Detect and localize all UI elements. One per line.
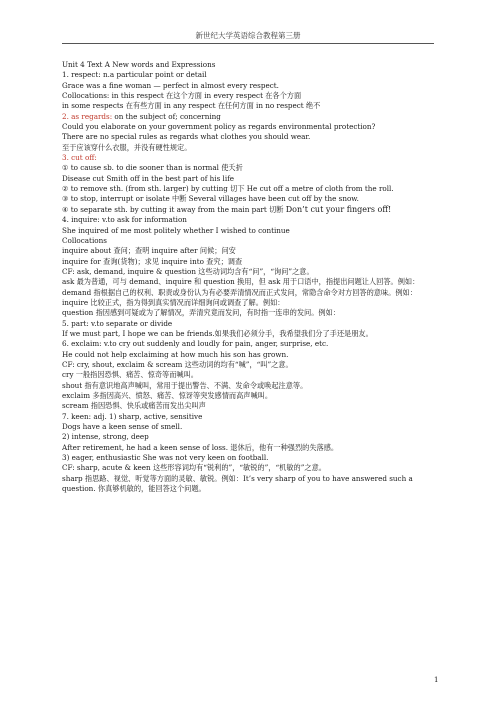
- text-line: inquire about 查问；查明 inquire after 问候；问安: [62, 246, 236, 256]
- header-rule: [62, 43, 434, 44]
- text-line: Grace was a fine woman — perfect in almost every respect.: [62, 80, 279, 90]
- text-line: ② to remove sth. (from sth. larger) by cutting 切下 He cut off a metre of cloth from the roll.: [62, 184, 394, 194]
- text-line: CF: sharp, acute & keen 这些形容词均有“锐利的”，“敏锐的”，“机敏的”之意。: [62, 463, 326, 473]
- text-line: ① to cause sb. to die sooner than is normal 使夭折: [62, 163, 243, 173]
- text-line: in some respects 在有些方面 in any respect 在任何方面 in no respect 绝不: [62, 101, 321, 111]
- text-line: exclaim 多指因高兴、愤怒、痛苦、惊讶等突发感情而高声喊叫。: [62, 391, 273, 400]
- text-line: ask 最为普通，可与 demand、inquire 和 question 换用，但 ask 用于口语中，指提出问题让人回答。例如：: [62, 277, 420, 287]
- text-line: shout 指有意识地高声喊叫，常用于提出警告、不满、发命令或唤起注意等。: [62, 380, 308, 390]
- text-line: There are no special rules as regards what clothes you should wear.: [62, 132, 311, 142]
- page-number: 1: [434, 676, 439, 684]
- text-line: cry 一般指因恐惧、痛苦、惊奇等而喊叫。: [62, 370, 198, 380]
- text-line: 7. keen: adj. 1) sharp, active, sensitive: [62, 411, 203, 421]
- text-line: Collocations: [62, 235, 107, 245]
- text-line: Collocations: in this respect 在这个方面 in every respect 在各个方面: [62, 91, 302, 101]
- text-line: question 指因感到可疑或为了解情况，弄清究竟而发问，有时指一连串的发问。例如：: [62, 308, 340, 318]
- text-line: 2) intense, strong, deep: [62, 432, 149, 442]
- text-line: scream 指因恐惧、快乐或痛苦而发出尖叫声: [62, 401, 206, 411]
- text-line: 1. respect: n.a particular point or detail: [62, 70, 207, 80]
- text-line: After retirement, he had a keen sense of loss. 退休后，他有一种强烈的失落感。: [62, 442, 339, 452]
- text-line: [62, 205, 434, 215]
- document-body: [62, 60, 434, 494]
- page-header: 新世纪大学英语综合教程第三册: [195, 31, 301, 40]
- example-sentence: Don’t cut your fingers off!: [285, 204, 392, 214]
- text-line: 3) eager, enthusiastic She was not very keen on football.: [62, 453, 269, 463]
- text-line: 6. exclaim: v.to cry out suddenly and loudly for pain, anger, surprise, etc.: [62, 339, 329, 349]
- text-line: 3. cut off:: [62, 153, 97, 163]
- text-line: He could not help exclaiming at how much his son has grown.: [62, 349, 289, 359]
- text-line: [62, 112, 434, 122]
- definition-text: on the subject of; concerning: [112, 111, 221, 121]
- text-line: 5. part: v.to separate or divide: [62, 318, 173, 328]
- text-line: 至于应该穿什么衣服，并没有硬性规定。: [62, 142, 192, 152]
- text-line: ③ to stop, interrupt or isolate 中断 Several villages have been cut off by the snow.: [62, 194, 359, 204]
- text-line: Unit 4 Text A New words and Expressions: [62, 60, 216, 69]
- text-line: demand 指根据自己的权利、职责或身份认为有必要弄清情况而正式发问，常隐含命令对方回答的意味。例如：: [62, 287, 417, 297]
- text-line: sharp 指思路、视觉、听觉等方面的灵敏、敏锐。例如：It’s very sharp of you to have answered such a question. 你真够机敏的，能回答这个问题。: [62, 473, 413, 494]
- text-line: inquire for 查询(货物)；求见 inquire into 查究；调查: [62, 256, 243, 266]
- text-line: Disease cut Smith off in the best part of his life: [62, 173, 235, 183]
- text-line: Dogs have a keen sense of smell.: [62, 422, 183, 432]
- text-line: If we must part, I hope we can be friends.如果我们必须分手，我希望我们分了手还是朋友。: [62, 328, 373, 338]
- text-line: CF: ask, demand, inquire & question 这些动词均含有“问”，“询问”之意。: [62, 266, 314, 276]
- text-line: CF: cry, shout, exclaim & scream 这些动词的均有“喊”，“叫”之意。: [62, 359, 293, 369]
- definition-text: ④ to separate sth. by cutting it away from the main part 切断: [62, 204, 286, 214]
- keyword-label: 2. as regards:: [62, 111, 113, 121]
- text-line: 4. inquire: v.to ask for information: [62, 215, 187, 225]
- text-line: inquire 比较正式，指为得到真实情况而详细询问或调查了解。例如：: [62, 297, 285, 307]
- text-line: She inquired of me most politely whether I wished to continue: [62, 225, 290, 235]
- text-line: Could you elaborate on your government policy as regards environmental protection?: [62, 122, 376, 132]
